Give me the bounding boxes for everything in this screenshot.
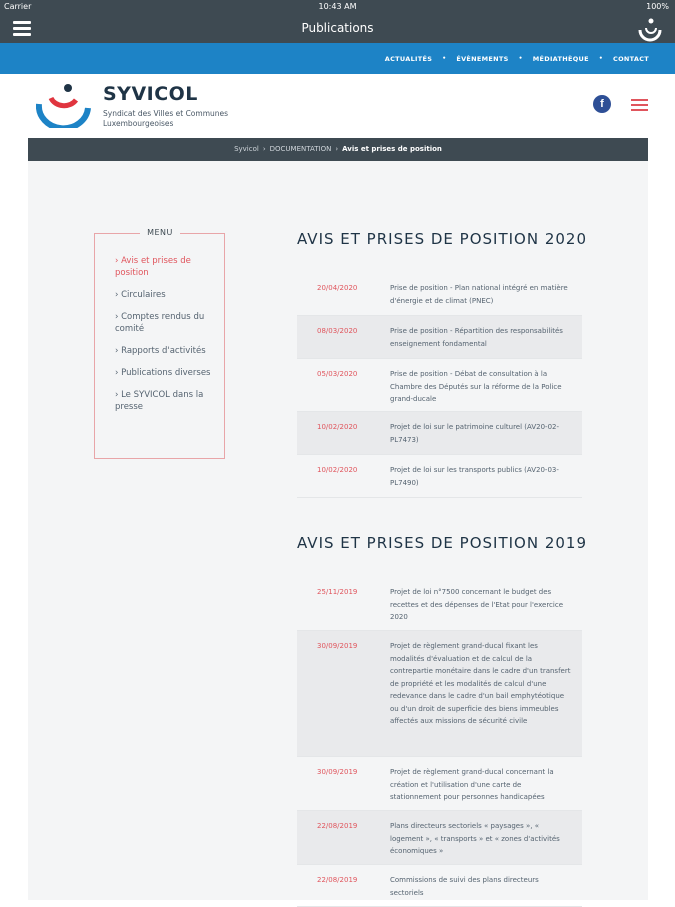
app-logo-icon	[637, 16, 663, 42]
row-title[interactable]: Plans directeurs sectoriels « paysages », « logement », « transports » et « zones d'activités économiques »	[390, 822, 560, 855]
row-date: 30/09/2019	[317, 642, 358, 650]
row-title[interactable]: Projet de loi n°7500 concernant le budget des recettes et des dépenses de l'Etat pour l'exercice 2020	[390, 588, 564, 621]
table-row[interactable]	[297, 811, 582, 865]
brand-subtitle: Syndicat des Villes et Communes Luxembourgeoises	[103, 109, 229, 128]
row-title[interactable]: Prise de position - Répartition des responsabilités enseignement fondamental	[390, 327, 563, 348]
table-row[interactable]	[297, 359, 582, 412]
table-row[interactable]	[297, 757, 582, 811]
battery-level: 100%	[646, 2, 669, 11]
breadcrumb-separator: ›	[335, 145, 339, 153]
row-date: 22/08/2019	[317, 822, 358, 830]
top-nav	[375, 55, 649, 63]
row-date: 22/08/2019	[317, 876, 358, 884]
row-title[interactable]: Projet de loi sur les transports publics (AV20-03-PL7490)	[390, 466, 559, 487]
menu-item-circulaires[interactable]: › Circulaires	[115, 290, 166, 300]
table-row[interactable]	[297, 455, 582, 498]
side-menu-title: MENU	[140, 228, 180, 237]
row-date: 10/02/2020	[317, 466, 358, 474]
app-title: Publications	[301, 21, 374, 35]
nav-mediatheque[interactable]: MÉDIATHÈQUE	[532, 55, 589, 63]
menu-item-avis[interactable]: › Avis et prises de position	[115, 256, 191, 278]
nav-evenements[interactable]: ÉVÈNEMENTS	[456, 55, 509, 63]
breadcrumb-current: Avis et prises de position	[342, 145, 442, 153]
menu-item-comptes-rendus[interactable]: › Comptes rendus du comité	[115, 312, 205, 334]
nav-separator: •	[518, 55, 523, 62]
side-menu	[94, 228, 225, 459]
syvicol-logo-icon[interactable]	[36, 82, 92, 128]
row-title[interactable]: Prise de position - Débat de consultation à la Chambre des Députés sur la réforme de la Police grand-ducale	[390, 370, 562, 403]
status-bar	[0, 0, 675, 14]
table-row[interactable]	[297, 412, 582, 455]
breadcrumb	[28, 138, 648, 161]
row-title[interactable]: Projet de règlement grand-ducal concernant la création et l'utilisation d'une carte de stationnement pour personnes handicapées	[390, 768, 554, 801]
app-titlebar	[0, 14, 675, 43]
site-header	[0, 74, 675, 138]
brand-name: SYVICOL	[103, 83, 198, 105]
nav-separator: •	[598, 55, 603, 62]
menu-item-presse[interactable]: › Le SYVICOL dans la presse	[115, 390, 204, 412]
row-date: 30/09/2019	[317, 768, 358, 776]
publications-table-2019	[297, 577, 582, 907]
facebook-icon[interactable]: f	[593, 95, 611, 113]
row-title[interactable]: Prise de position - Plan national intégré en matière d'énergie et de climat (PNEC)	[390, 284, 568, 305]
table-row[interactable]	[297, 273, 582, 316]
menu-item-rapports[interactable]: › Rapports d'activités	[115, 346, 206, 356]
section-title-2019: AVIS ET PRISES DE POSITION 2019	[297, 534, 588, 552]
nav-separator: •	[442, 55, 447, 62]
row-title[interactable]: Commissions de suivi des plans directeurs sectoriels	[390, 876, 539, 897]
content-area	[28, 161, 648, 900]
row-date: 20/04/2020	[317, 284, 358, 292]
row-date: 05/03/2020	[317, 370, 358, 378]
row-date: 08/03/2020	[317, 327, 358, 335]
carrier-label: Carrier	[4, 2, 32, 11]
table-row[interactable]	[297, 577, 582, 631]
menu-item-publications[interactable]: › Publications diverses	[115, 368, 211, 378]
table-row[interactable]	[297, 865, 582, 907]
nav-actualites[interactable]: ACTUALITÉS	[384, 55, 433, 63]
breadcrumb-documentation[interactable]: DOCUMENTATION	[269, 145, 332, 153]
section-title-2020: AVIS ET PRISES DE POSITION 2020	[297, 230, 588, 248]
top-navigation-bar	[0, 43, 675, 74]
breadcrumb-home[interactable]: Syvicol	[234, 145, 259, 153]
table-row[interactable]	[297, 631, 582, 757]
row-date: 10/02/2020	[317, 423, 358, 431]
publications-table-2020	[297, 273, 582, 498]
clock: 10:43 AM	[318, 2, 357, 11]
table-row[interactable]	[297, 316, 582, 359]
breadcrumb-separator: ›	[262, 145, 266, 153]
row-title[interactable]: Projet de règlement grand-ducal fixant les modalités d'évaluation et de calcul de la contrepartie monétaire dans le cadre d'un transfert de propriété et les modalités de calcul d'une redevance dans le cadre d'un bail emphytéotique ou d'un droit de superficie des biens immeubles affectés aux missions de sécurité civile	[390, 642, 571, 725]
nav-contact[interactable]: CONTACT	[613, 55, 649, 63]
row-date: 25/11/2019	[317, 588, 358, 596]
row-title[interactable]: Projet de loi sur le patrimoine culturel (AV20-02-PL7473)	[390, 423, 560, 444]
site-menu-icon[interactable]	[631, 99, 648, 111]
